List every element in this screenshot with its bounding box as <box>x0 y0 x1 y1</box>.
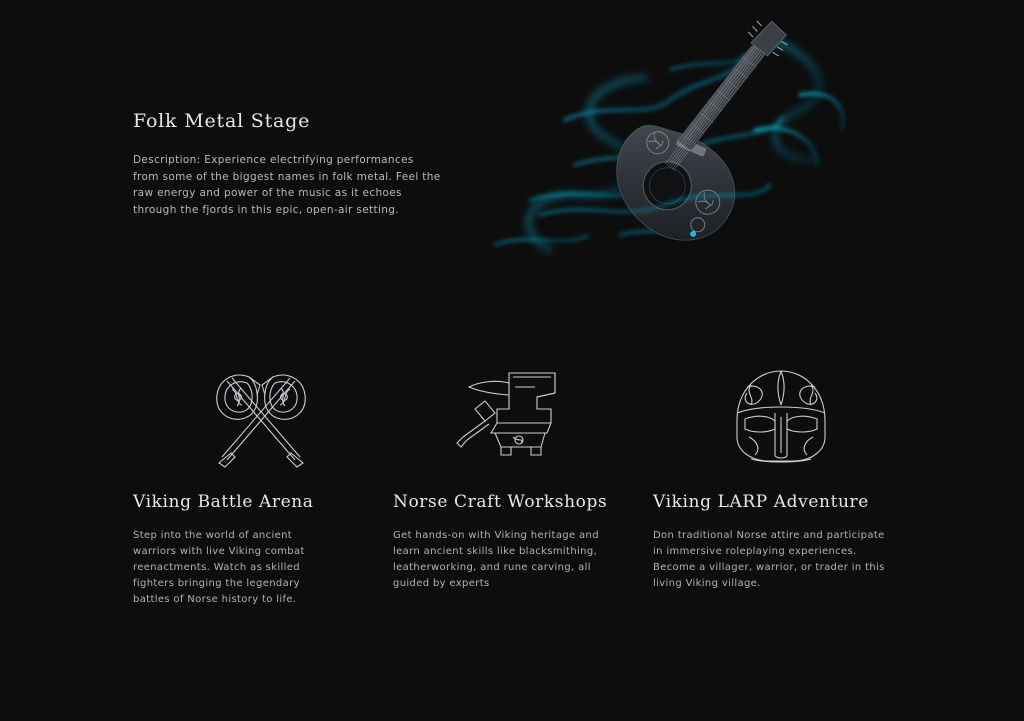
card-description: Step into the world of ancient warriors with live Viking combat reenactments. Watch as skilled fighters bringing the legendary battles of Norse history to life. <box>133 530 305 605</box>
electric-guitar-with-blue-smoke-illustration <box>470 0 870 300</box>
viking-helmet-icon <box>653 360 908 470</box>
page-title: Folk Metal Stage <box>133 110 311 132</box>
card-viking-battle-arena <box>133 360 388 608</box>
card-norse-craft-workshops <box>393 360 648 608</box>
hero-description: Description: Experience electrifying performances from some of the biggest names in folk metal. Feel the raw energy and power of the music as it echoes through the fjords in this epic, open-air setting. <box>133 154 441 216</box>
card-viking-larp-adventure <box>653 360 908 608</box>
card-title: Viking LARP Adventure <box>653 492 869 512</box>
hero-section <box>0 0 1024 350</box>
crossed-viking-axes-icon <box>133 360 388 470</box>
card-title: Viking Battle Arena <box>133 492 314 512</box>
card-description: Get hands-on with Viking heritage and learn ancient skills like blacksmithing, leatherworking, and rune carving, all guided by experts <box>393 530 599 589</box>
hero-text-block <box>133 110 443 218</box>
card-title: Norse Craft Workshops <box>393 492 608 512</box>
feature-cards <box>0 360 1024 608</box>
card-description: Don traditional Norse attire and participate in immersive roleplaying experiences. Become a villager, warrior, or trader in this living Viking village. <box>653 530 885 589</box>
blacksmith-anvil-icon <box>393 360 648 470</box>
